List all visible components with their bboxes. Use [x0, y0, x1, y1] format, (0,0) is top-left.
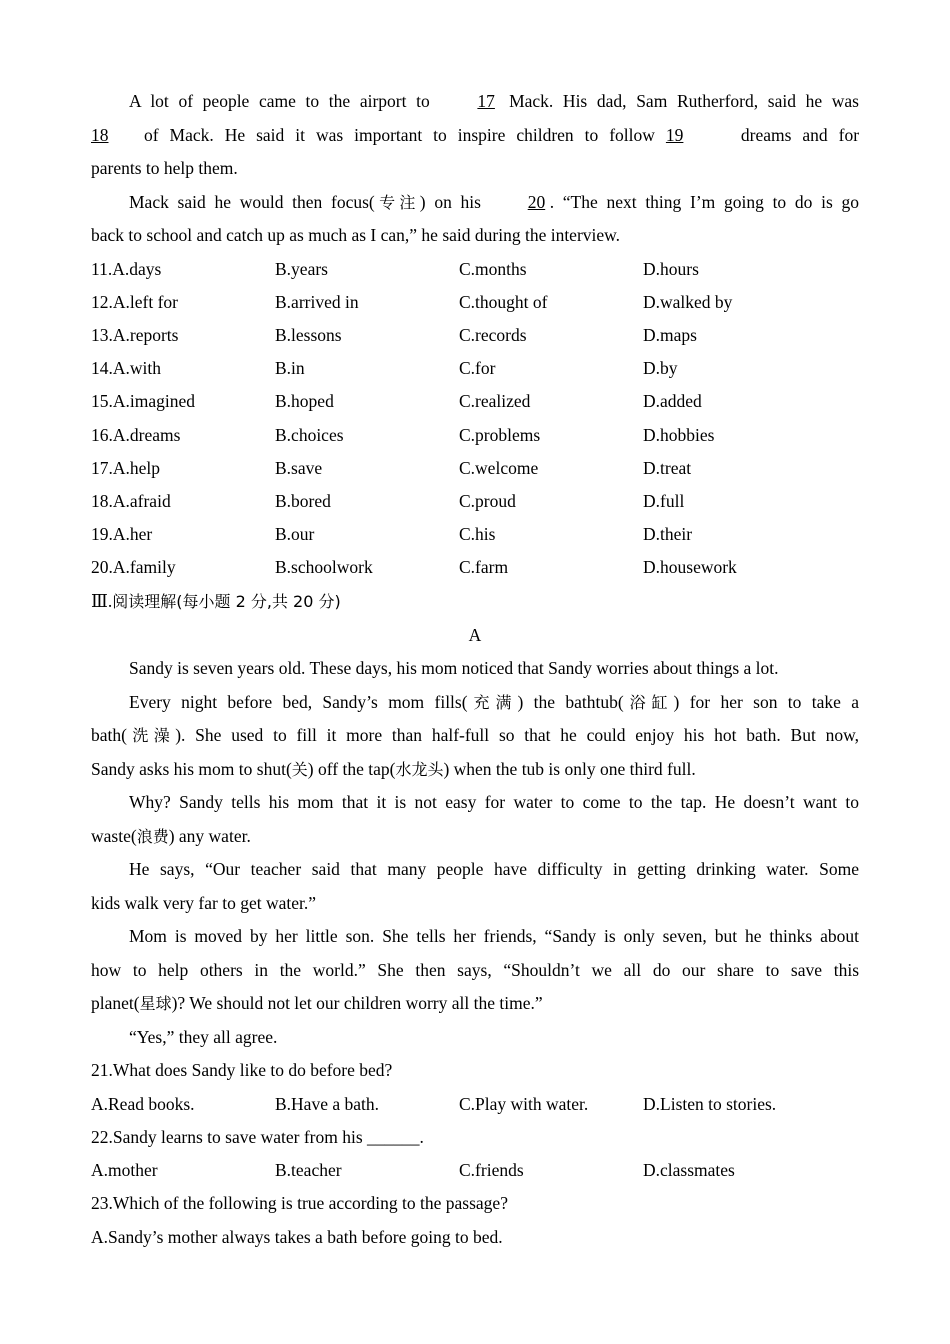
passage-paragraph-3-line-1: Why? Sandy tells his mom that it is not easy for water to come to the tap. He doesn’t want to — [129, 792, 859, 813]
passage-paragraph-6: “Yes,” they all agree. — [129, 1026, 278, 1047]
question-23: 23.Which of the following is true according to the passage? — [91, 1193, 508, 1214]
option-row: 13.A.reports B.lessons C.records D.maps — [91, 324, 697, 345]
passage-paragraph-3-line-2: waste(浪费) any water. — [91, 825, 251, 846]
option-row: 18.A.afraid B.bored C.proud D.full — [91, 490, 685, 511]
question-23-option-a: A.Sandy’s mother always takes a bath before going to bed. — [91, 1226, 503, 1247]
passage-label: A — [468, 625, 482, 646]
cloze-paragraph-2-line-2: back to school and catch up as much as I can,” he said during the interview. — [91, 225, 621, 245]
answer-blank: ______ — [367, 1126, 420, 1147]
blank-17: 17 — [477, 91, 495, 111]
option-row: 14.A.with B.in C.for D.by — [91, 358, 678, 379]
cloze-paragraph-2-line-1: Mack said he would then focus(专注) on his 20 . “The next thing I’m going to do is go — [91, 186, 859, 220]
cloze-options — [91, 253, 859, 585]
question-21-options: A.Read books. B.Have a bath. C.Play with water. D.Listen to stories. — [91, 1093, 777, 1114]
blank-19: 19 — [665, 124, 684, 145]
passage-paragraph-5-line-1: Mom is moved by her little son. She tells her friends, “Sandy is only seven, but he thinks about — [129, 926, 859, 947]
question-22: 22.Sandy learns to save water from his ______. — [91, 1126, 424, 1147]
question-21: 21.What does Sandy like to do before bed? — [91, 1060, 393, 1081]
option-row: 19.A.her B.our C.his D.their — [91, 524, 693, 545]
passage-paragraph-2-line-1: Every night before bed, Sandy’s mom fills(充满) the bathtub(浴缸) for her son to take a — [129, 691, 859, 712]
passage-paragraph-2-line-3: Sandy asks his mom to shut(关) off the tap(水龙头) when the tub is only one third full. — [91, 758, 696, 779]
option-row: 20.A.family B.schoolwork C.farm D.housework — [91, 557, 737, 578]
section-heading: Ⅲ.阅读理解(每小题 2 分,共 20 分) — [91, 590, 341, 611]
question-22-options: A.mother B.teacher C.friends D.classmates — [91, 1160, 735, 1181]
cloze-paragraph-1-line-2: 18 of Mack. He said it was important to inspire children to follow 19 dreams and for — [91, 119, 859, 153]
option-row: 17.A.help B.save C.welcome D.treat — [91, 457, 692, 478]
passage-paragraph-5-line-2: how to help others in the world.” She then says, “Shouldn’t we all do our share to save this — [91, 959, 859, 980]
cloze-paragraph-1-line-1: A lot of people came to the airport to 17 Mack. His dad, Sam Rutherford, said he was — [91, 85, 859, 119]
passage-paragraph-1: Sandy is seven years old. These days, his mom noticed that Sandy worries about things a lot. — [129, 658, 779, 679]
option-row: 11.A.days B.years C.months D.hours — [91, 258, 699, 279]
blank-18: 18 — [91, 124, 109, 145]
passage-paragraph-4-line-2: kids walk very far to get water.” — [91, 892, 316, 913]
passage-paragraph-2-line-2: bath(洗澡). She used to fill it more than half-full so that he could enjoy his hot bath. But now, — [91, 725, 859, 746]
cloze-paragraph-1-line-3: parents to help them. — [91, 158, 238, 178]
passage-paragraph-4-line-1: He says, “Our teacher said that many people have difficulty in getting drinking water. Some — [129, 859, 859, 880]
blank-20: 20 — [527, 191, 546, 212]
passage-paragraph-5-line-3: planet(星球)? We should not let our children worry all the time.” — [91, 993, 543, 1014]
option-row: 12.A.left for B.arrived in C.thought of D.walked by — [91, 291, 733, 312]
document-page — [91, 85, 859, 1254]
option-row: 15.A.imagined B.hoped C.realized D.added — [91, 391, 702, 412]
option-row: 16.A.dreams B.choices C.problems D.hobbies — [91, 424, 715, 445]
